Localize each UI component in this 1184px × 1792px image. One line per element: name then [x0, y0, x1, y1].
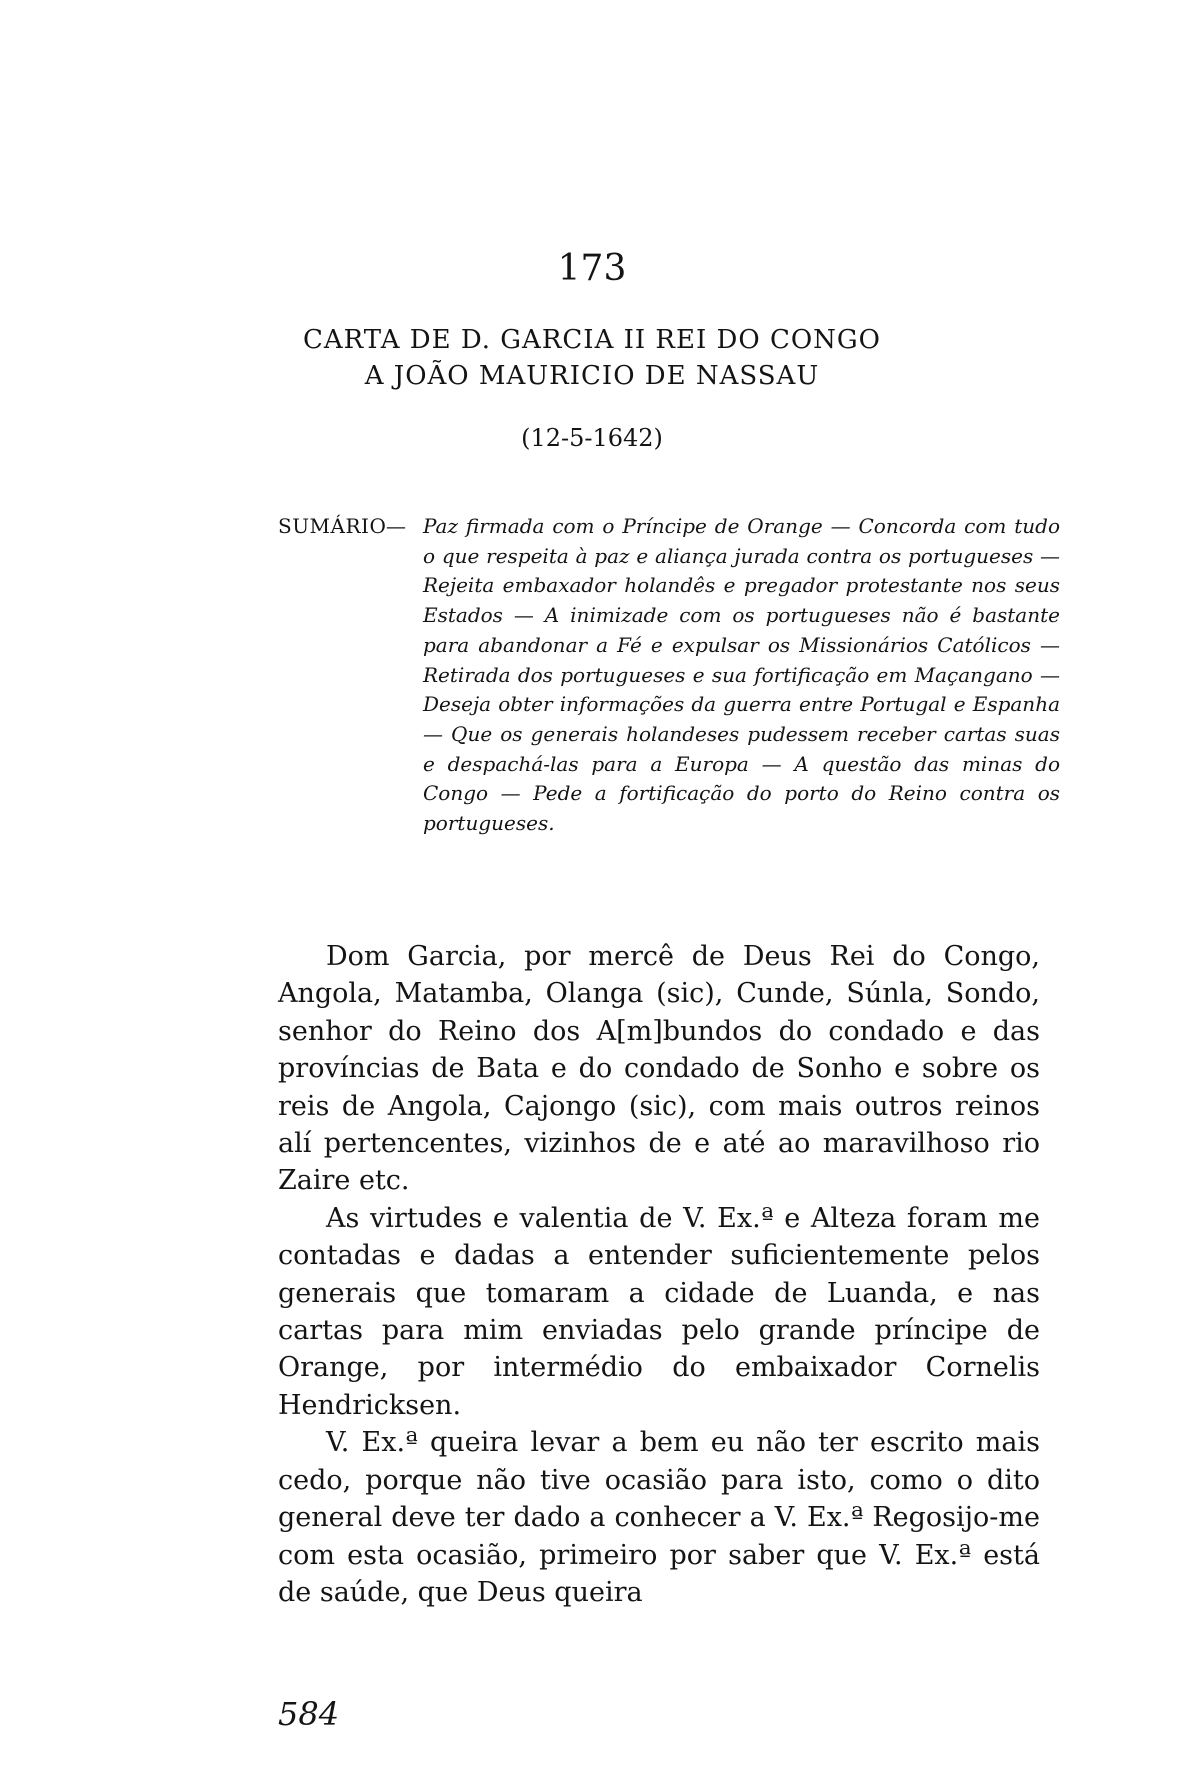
body-paragraph: V. Ex.ª queira levar a bem eu não ter escrito mais cedo, porque não tive ocasião para isto, como o dito general deve ter dado a conhecer a V. Ex.ª Regosijo-me com esta ocasião, primeiro por saber que V. Ex.ª está de saúde, que Deus queira [278, 1427, 1040, 1608]
page-number: 584 [278, 1695, 340, 1733]
summary-text: Paz firmada com o Príncipe de Orange — Concorda com tudo o que respeita à paz e aliança jurada contra os portugueses — Rejeita embaxador holandês e pregador protestante nos seus Estados — A inimizade com os portugueses não é bastante para abandonar a Fé e expulsar os Missionários Católicos — Retirada dos portugueses e sua fortificação em Maçangano — Deseja obter informações da guerra entre Portugal e Espanha — Que os generais holandeses pudessem receber cartas suas e despachá-las para a Europa — A questão das minas do Congo — Pede a fortificação do porto do Reino contra os portugueses. [423, 514, 1060, 836]
letter-body [278, 938, 1040, 1611]
document-number: 173 [557, 248, 627, 289]
title-line-2: A JOÃO MAURICIO DE NASSAU [364, 361, 820, 391]
title-line-1: CARTA DE D. GARCIA II REI DO CONGO [303, 325, 881, 355]
document-date: (12-5-1642) [521, 424, 663, 452]
summary-label: SUMÁRIO [278, 514, 387, 538]
summary-dash: — [386, 514, 406, 538]
body-paragraph: Dom Garcia, por mercê de Deus Rei do Congo, Angola, Matamba, Olanga (sic), Cunde, Súnla, Sondo, senhor do Reino dos A[m]bundos do condado e das províncias de Bata e do condado de Sonho e sobre os reis de Angola, Cajongo (sic), com mais outros reinos alí pertencentes, vizinhos de e até ao maravilhoso rio Zaire etc. [278, 941, 1040, 1197]
document-title [0, 322, 1184, 394]
body-paragraph: As virtudes e valentia de V. Ex.ª e Alteza foram me contadas e dadas a entender suficientemente pelos generais que tomaram a cidade de Luanda, e nas cartas para mim enviadas pelo grande príncipe de Orange, por intermédio do embaixador Cornelis Hendricksen. [278, 1202, 1040, 1421]
summary-block [278, 512, 1060, 839]
